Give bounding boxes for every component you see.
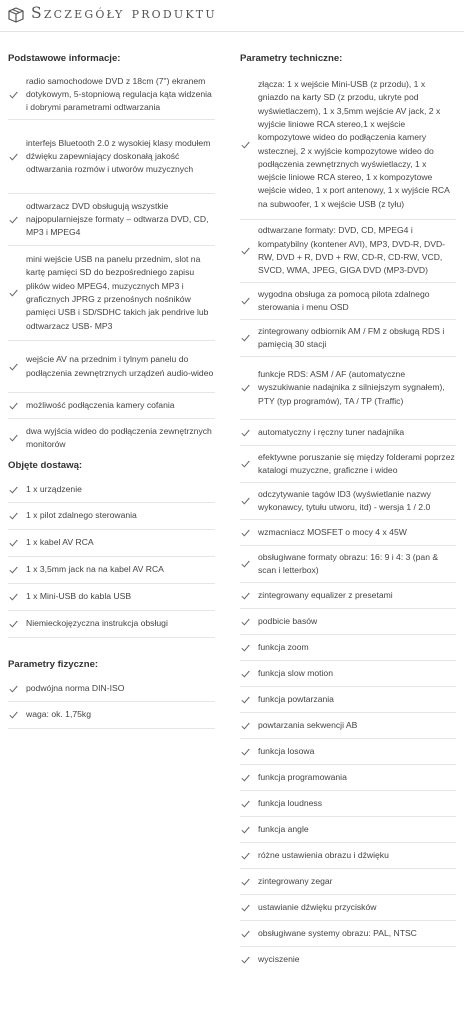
list-item: zintegrowany zegar (240, 869, 456, 895)
list-item: 1 x 3,5mm jack na na kabel AV RCA (8, 557, 215, 584)
check-icon (9, 593, 18, 601)
list-item: mini wejście USB na panelu przednim, slot na kartę pamięci SD do bezpośredniego zapisu plików wideo MPEG4, muzycznych MP3 i graficznych JPRG z przenośnych nośników pamięci USB i SD/SDHC takich jak pendrive lub odtwarzacz USB- MP3 (8, 246, 215, 341)
page-title: Szczegóły produktu (31, 4, 217, 22)
list-item: Niemieckojęzyczna instrukcja obsługi (8, 611, 215, 638)
technical-params-list (240, 70, 456, 973)
list-item: funkcja programowania (240, 765, 456, 791)
spacer (8, 638, 215, 658)
check-icon (241, 560, 250, 568)
check-icon (241, 904, 250, 912)
list-item: wejście AV na przednim i tylnym panelu do podłączenia zewnętrznych urządzeń audio-wideo (8, 341, 215, 393)
list-item: ustawianie dźwięku przycisków (240, 895, 456, 921)
check-icon (241, 748, 250, 756)
check-icon (9, 711, 18, 719)
check-icon (241, 141, 250, 149)
check-icon (241, 334, 250, 342)
section-heading-physical-params: Parametry fizyczne: (8, 659, 99, 670)
list-item: możliwość podłączenia kamery cofania (8, 393, 215, 419)
list-item: wygodna obsługa za pomocą pilota zdalnego sterowania i menu OSD (240, 283, 456, 320)
list-item: podwójna norma DIN-ISO (8, 676, 215, 702)
list-item: funkcje RDS: ASM / AF (automatyczne wyszukiwanie nadajnika z silniejszym sygnałem), PTY (typ programów), TA / TP (Traffic) (240, 357, 456, 420)
right-column (240, 52, 456, 973)
list-item: zintegrowany equalizer z presetami (240, 583, 456, 609)
check-icon (241, 930, 250, 938)
check-icon (241, 618, 250, 626)
check-icon (241, 497, 250, 505)
list-item: obsługiwane systemy obrazu: PAL, NTSC (240, 921, 456, 947)
list-item: 1 x urządzenie (8, 477, 215, 503)
left-column (8, 52, 215, 729)
check-icon (9, 402, 18, 410)
check-icon (9, 539, 18, 547)
list-item: funkcja slow motion (240, 661, 456, 687)
check-icon (241, 297, 250, 305)
list-item: radio samochodowe DVD z 18cm (7") ekranem dotykowym, 5-stopniową regulacja kąta widzenia i dobrymi parametrami odtwarzania (8, 70, 215, 120)
product-details-header (0, 0, 464, 40)
list-item: funkcja angle (240, 817, 456, 843)
check-icon (9, 486, 18, 494)
list-item: 1 x kabel AV RCA (8, 530, 215, 557)
list-item: funkcja powtarzania (240, 687, 456, 713)
list-item: wzmacniacz MOSFET o mocy 4 x 45W (240, 520, 456, 546)
list-item: dwa wyjścia wideo do podłączenia zewnętrznych monitorów (8, 419, 215, 457)
list-item: funkcja zoom (240, 635, 456, 661)
check-icon (241, 460, 250, 468)
list-item: podbicie basów (240, 609, 456, 635)
check-icon (9, 620, 18, 628)
check-icon (9, 512, 18, 520)
list-item: 1 x pilot zdalnego sterowania (8, 503, 215, 530)
list-item: wyciszenie (240, 947, 456, 973)
physical-params-list (8, 676, 215, 729)
check-icon (9, 685, 18, 693)
list-item: różne ustawienia obrazu i dźwięku (240, 843, 456, 869)
list-item: funkcja loudness (240, 791, 456, 817)
section-heading-technical-params: Parametry techniczne: (240, 53, 343, 64)
list-item: odtwarzacz DVD obsługują wszystkie najpopularniejsze formaty – odtwarza DVD, CD, MP3 i MPEG4 (8, 194, 215, 246)
check-icon (241, 247, 250, 255)
check-icon (9, 566, 18, 574)
check-icon (241, 644, 250, 652)
check-icon (9, 289, 18, 297)
check-icon (241, 956, 250, 964)
check-icon (241, 826, 250, 834)
basic-info-list (8, 70, 215, 457)
section-heading-package-contents: Objęte dostawą: (8, 460, 83, 471)
check-icon (241, 384, 250, 392)
list-item: złącza: 1 x wejście Mini-USB (z przodu), 1 x gniazdo na karty SD (z przodu, ukryte pod wyświetlaczem), 1 x 3,5mm wejście AV jack, 2 x wyjście liniowe RCA stereo,1 x wejście kompozytowe wideo do podłączenia kamery wstecznej, 2 x wyjście kompozytowe wideo do podłączenia zewnętrznych wyświetlaczy, 1 x wejście liniowe RCA stereo, 1 x kompozytowe wejście wideo, 1 x port antenowy, 1 x wyjście RCA na subwoofer, 1 x wejście USB (z tyłu) (240, 70, 456, 220)
list-item: odczytywanie tagów ID3 (wyświetlanie nazwy wykonawcy, tytułu utworu, itd) - wersja 1 / 2.0 (240, 483, 456, 520)
title-divider (0, 31, 464, 32)
check-icon (241, 429, 250, 437)
list-item: waga: ok. 1,75kg (8, 702, 215, 729)
list-item: interfejs Bluetooth 2.0 z wysokiej klasy modułem dźwięku zapewniający doskonałą jakość odtwarzania rozmów i utworów muzycznych (8, 120, 215, 194)
list-item: odtwarzane formaty: DVD, CD, MPEG4 i kompatybilny (kontener AVI), MP3, DVD-R, DVD-RW, DVD + R, DVD + RW, CD-R, CD-RW, VCD, SVCD, WMA, JPEG, GIGA DVD (MP3-DVD) (240, 220, 456, 283)
check-icon (241, 529, 250, 537)
list-item: obsługiwane formaty obrazu: 16: 9 i 4: 3 (pan & scan i letterbox) (240, 546, 456, 583)
check-icon (241, 696, 250, 704)
list-item: efektywne poruszanie się między folderami poprzez katalogi muzyczne, graficzne i wideo (240, 446, 456, 483)
check-icon (241, 800, 250, 808)
check-icon (241, 670, 250, 678)
list-item: 1 x Mini-USB do kabla USB (8, 584, 215, 611)
list-item: funkcja losowa (240, 739, 456, 765)
list-item: automatyczny i ręczny tuner nadajnika (240, 420, 456, 446)
check-icon (9, 216, 18, 224)
list-item: zintegrowany odbiornik AM / FM z obsługą RDS i pamięcią 30 stacji (240, 320, 456, 357)
section-heading-basic-info: Podstawowe informacje: (8, 53, 121, 64)
check-icon (9, 91, 18, 99)
product-box-icon (7, 6, 25, 24)
package-contents-list (8, 477, 215, 638)
check-icon (241, 592, 250, 600)
check-icon (9, 363, 18, 371)
check-icon (241, 722, 250, 730)
check-icon (9, 153, 18, 161)
check-icon (9, 434, 18, 442)
check-icon (241, 774, 250, 782)
check-icon (241, 878, 250, 886)
check-icon (241, 852, 250, 860)
list-item: powtarzania sekwencji AB (240, 713, 456, 739)
